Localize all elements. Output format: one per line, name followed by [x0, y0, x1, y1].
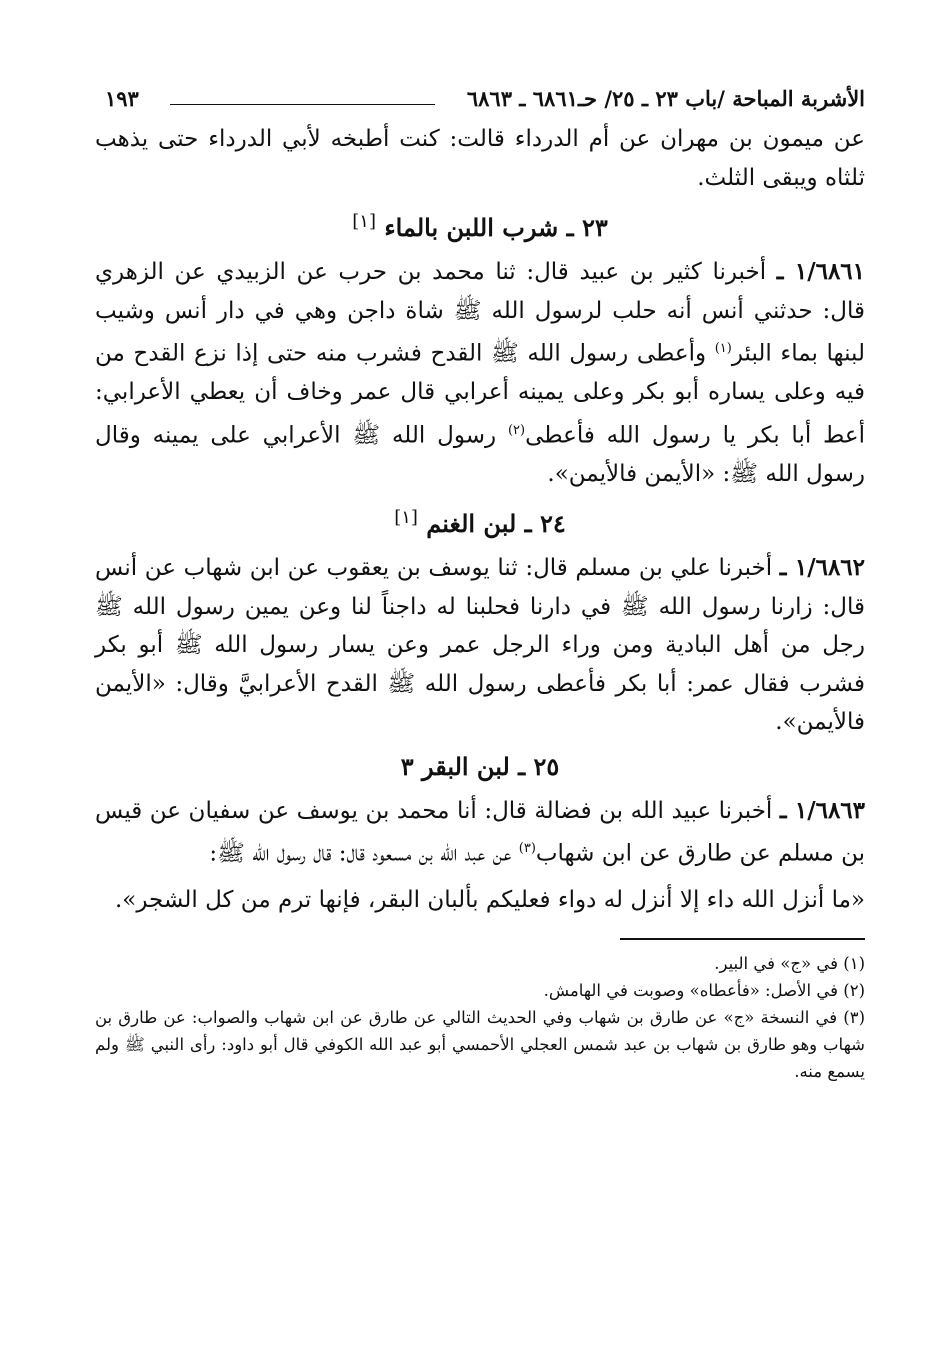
section-heading-24 — [95, 493, 865, 549]
footnote-2: (٢) في الأصل: «فأعطاه» وصوبت في الهامش. — [543, 980, 865, 1000]
hadith-text: أخبرنا عبيد الله بن فضالة قال: أنا محمد بن يوسف عن سفيان عن قيس بن مسلم عن طارق عن ابن شهاب — [95, 797, 865, 867]
hadith-quote: «ما أنزل الله داء إلا أنزل له دواء فعليكم بألبان البقر، فإنها ترم من كل الشجر». — [114, 887, 865, 914]
footnote-ref-1[interactable]: (١) — [714, 341, 732, 356]
section-heading-25 — [95, 742, 865, 792]
section-heading-23 — [95, 197, 865, 253]
footnote-separator — [620, 938, 865, 940]
section-heading-text: ٢٤ ـ لبن الغنم — [426, 509, 566, 539]
hadith-number: ١/٦٨٦١ ـ — [776, 258, 866, 285]
hadith-number: ١/٦٨٦٣ ـ — [779, 796, 866, 824]
section-heading-text: ٢٥ ـ لبن البقر ٣ — [400, 751, 560, 781]
hadith-text: وأعطى رسول الله ﷺ القدح فشرب منه حتى إذا نزع القدح من فيه وعلى يساره أبو بكر وعلى يمينه أعرابي قال عمر وخاف أن يعطي الأعرابي: أعط أبا بكر يا رسول الله فأعطى — [95, 340, 865, 449]
footnote-ref-2[interactable]: (٢) — [507, 422, 526, 438]
footnote-1: (١) في «ج» في البير. — [714, 953, 865, 973]
footnote-ref-3[interactable]: (٣) — [518, 841, 536, 857]
page-number: ١٩٣ — [105, 86, 139, 111]
hadith-6862 — [95, 549, 865, 742]
section-heading-ref: [١] — [352, 211, 376, 232]
hadith-6861 — [95, 253, 865, 493]
hadith-text: أخبرنا علي بن مسلم قال: ثنا يوسف بن يعقوب عن ابن شهاب عن أنس قال: زارنا رسول الله ﷺ في دارنا فحلبنا له داجناً لنا وعن يمين رسول الله ﷺ رجل من أهل البادية ومن وراء الرجل عمر وعن يسار رسول الله ﷺ أبو بكر فشرب فقال عمر: أبا بكر فأعطى رسول الله ﷺ القدح الأعرابيَّ وقال: «الأيمن فالأيمن». — [95, 555, 865, 736]
hadith-text: عن عبد الله بن مسعود قال: قال رسول الله ﷺ: — [209, 840, 519, 867]
header-title: الأشربة المباحة /باب ٢٣ ـ ٢٥/ حـ٦٨٦١ ـ ٦٨٦٣ — [466, 86, 865, 111]
page — [95, 80, 865, 1085]
header-rule — [170, 104, 435, 105]
hadith-text: أخبرنا كثير بن عبيد قال: ثنا محمد بن حرب عن الزبيدي عن الزهري قال: حدثني أنس أنه حلب لرسول الله ﷺ شاة داجن وهي في دار أنس وشيب لبنها بماء البئر — [95, 259, 865, 367]
section-heading-text: ٢٣ ـ شرب اللبن بالماء — [384, 213, 608, 242]
hadith-6863 — [95, 792, 865, 874]
hadith-number: ١/٦٨٦٢ ـ — [779, 554, 866, 582]
footnote-3: (٣) في النسخة «ج» عن طارق بن شهاب وفي الحديث التالي عن طارق عن ابن شهاب والصواب: عن طارق بن شهاب وهو طارق بن شهاب بن عبد شمس العجلي الأحمسي أبو عبد الله الكوفي قال أبو داود: رأى النبي ﷺ ولم يسمع منه. — [95, 1007, 866, 1081]
section-heading-ref: [١] — [394, 507, 418, 529]
intro-paragraph: عن ميمون بن مهران عن أم الدرداء قالت: كنت أطبخه لأبي الدرداء حتى يذهب ثلثاه ويبقى الثلث. — [95, 126, 865, 191]
running-header — [95, 80, 865, 120]
hadith-text: رسول الله ﷺ الأعرابي على يمينه وقال رسول الله ﷺ: «الأيمن فالأيمن». — [95, 422, 865, 487]
